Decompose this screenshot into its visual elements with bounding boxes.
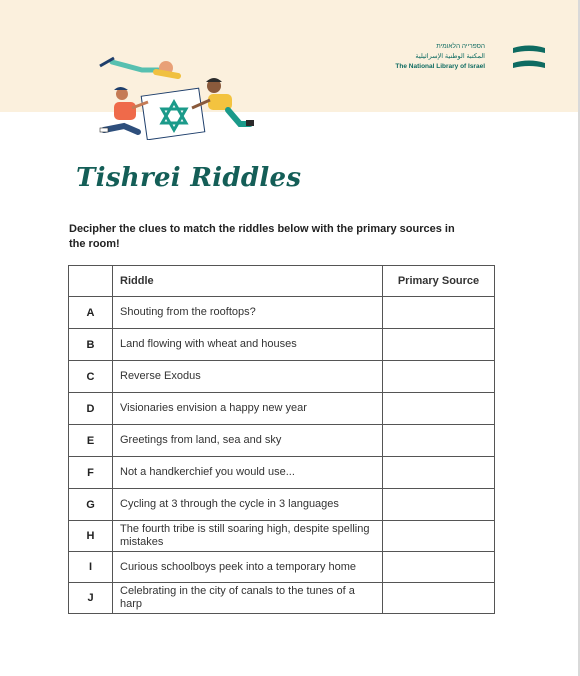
row-letter: E: [69, 425, 113, 457]
row-riddle: Shouting from the rooftops?: [113, 297, 383, 329]
table-row: [69, 425, 495, 457]
row-riddle: The fourth tribe is still soaring high, despite spelling mistakes: [113, 521, 383, 552]
row-letter: C: [69, 361, 113, 393]
riddles-table: [68, 265, 495, 614]
header-riddle: Riddle: [113, 266, 383, 297]
row-riddle: Greetings from land, sea and sky: [113, 425, 383, 457]
table-row: [69, 329, 495, 361]
row-riddle: Not a handkerchief you would use...: [113, 457, 383, 489]
row-source-cell[interactable]: [383, 489, 495, 521]
row-source-cell[interactable]: [383, 393, 495, 425]
row-riddle: Visionaries envision a happy new year: [113, 393, 383, 425]
table-header-row: [69, 266, 495, 297]
row-letter: A: [69, 297, 113, 329]
row-source-cell[interactable]: [383, 329, 495, 361]
table-row: [69, 552, 495, 583]
row-riddle: Curious schoolboys peek into a temporary home: [113, 552, 383, 583]
row-source-cell[interactable]: [383, 297, 495, 329]
library-logo-icon: [513, 44, 545, 72]
table-row: [69, 521, 495, 552]
table-row: [69, 297, 495, 329]
row-letter: D: [69, 393, 113, 425]
table-row: [69, 393, 495, 425]
row-riddle: Reverse Exodus: [113, 361, 383, 393]
row-letter: G: [69, 489, 113, 521]
row-source-cell[interactable]: [383, 583, 495, 614]
row-riddle: Land flowing with wheat and houses: [113, 329, 383, 361]
logo-arabic: المكتبة الوطنية الإسرائيلية: [415, 53, 485, 60]
row-letter: F: [69, 457, 113, 489]
page-title: Tishrei Riddles: [76, 163, 302, 193]
national-library-logo: [395, 42, 545, 74]
logo-english: The National Library of Israel: [395, 63, 485, 70]
row-letter: I: [69, 552, 113, 583]
header-primary-source: Primary Source: [383, 266, 495, 297]
logo-text: [395, 42, 485, 72]
row-source-cell[interactable]: [383, 425, 495, 457]
row-source-cell[interactable]: [383, 521, 495, 552]
table-row: [69, 457, 495, 489]
row-riddle: Celebrating in the city of canals to the tunes of a harp: [113, 583, 383, 614]
table-row: [69, 583, 495, 614]
row-letter: B: [69, 329, 113, 361]
row-source-cell[interactable]: [383, 361, 495, 393]
table-row: [69, 489, 495, 521]
header-letter: [69, 266, 113, 297]
logo-hebrew: הספרייה הלאומית: [436, 43, 485, 50]
children-illustration: [92, 40, 262, 140]
row-source-cell[interactable]: [383, 552, 495, 583]
row-riddle: Cycling at 3 through the cycle in 3 languages: [113, 489, 383, 521]
row-letter: J: [69, 583, 113, 614]
table-row: [69, 361, 495, 393]
instructions: Decipher the clues to match the riddles below with the primary sources in the room!: [69, 223, 455, 250]
row-letter: H: [69, 521, 113, 552]
row-source-cell[interactable]: [383, 457, 495, 489]
